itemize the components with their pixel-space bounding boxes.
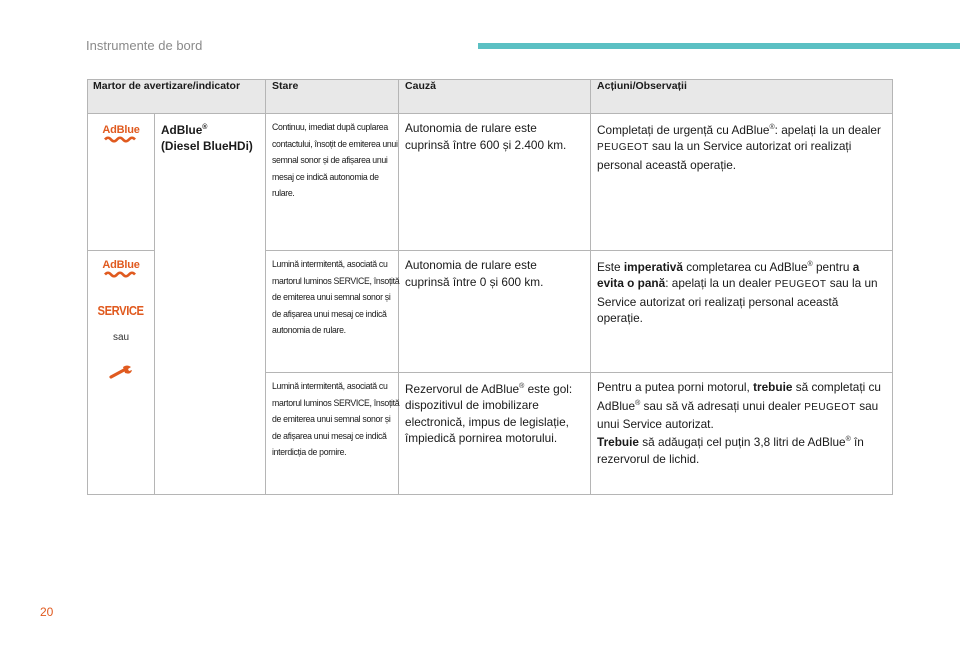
wrench-icon bbox=[88, 365, 154, 382]
section-title: Instrumente de bord bbox=[86, 38, 203, 53]
table-header-row bbox=[88, 80, 893, 114]
indicator-name: AdBlue bbox=[161, 122, 203, 137]
table-row bbox=[88, 114, 893, 251]
action-cell: Completați de urgență cu AdBlue®: apelați la un dealer PEUGEOT sau la un Service autorizat ori realizați personal această operație. bbox=[591, 114, 893, 251]
column-header-cause: Cauză bbox=[399, 80, 591, 114]
cause-cell: Autonomia de rulare este cuprinsă între 600 și 2.400 km. bbox=[399, 114, 591, 251]
adblue-warning-icon: AdBlue bbox=[102, 124, 139, 143]
action-cell: Pentru a putea porni motorul, trebuie să completați cu AdBlue® sau să vă adresați unui dealer PEUGEOT sau unui Service autorizat. Trebuie să adăugați cel puțin 3,8 litri de AdBlue® în rezervorul de lichid. bbox=[591, 373, 893, 495]
indicator-name-cell: AdBlue® (Diesel BlueHDi) bbox=[155, 114, 266, 495]
column-header-actions: Acțiuni/Observații bbox=[591, 80, 893, 114]
or-label: sau bbox=[112, 332, 130, 343]
column-header-state: Stare bbox=[266, 80, 399, 114]
column-header-indicator: Martor de avertizare/indicator bbox=[88, 80, 266, 114]
page-number: 20 bbox=[40, 605, 54, 619]
icon-cell bbox=[88, 251, 155, 495]
cause-cell: Rezervorul de AdBlue® este gol: dispozitivul de imobilizare electronică, impus de legislație, împiedică pornirea motorului. bbox=[399, 373, 591, 495]
cause-cell: Autonomia de rulare este cuprinsă între 0 și 600 km. bbox=[399, 251, 591, 373]
header-accent-bar bbox=[478, 43, 960, 49]
action-cell: Este imperativă completarea cu AdBlue® pentru a evita o pană: apelați la un dealer PEUGEOT sau la un Service autorizat ori realizați personal această operație. bbox=[591, 251, 893, 373]
state-cell: Lumină intermitentă, asociată cu martorul luminos SERVICE, însoțită de emiterea unui semnal sonor și de afișarea unui mesaj ce indică autonomia de rulare. bbox=[266, 251, 399, 373]
adblue-warning-icon: AdBlue bbox=[102, 259, 139, 278]
service-warning-icon: SERVICE bbox=[97, 304, 145, 318]
indicator-subtitle: (Diesel BlueHDi) bbox=[161, 139, 253, 154]
warning-indicator-table bbox=[87, 79, 893, 495]
state-cell: Lumină intermitentă, asociată cu martorul luminos SERVICE, însoțită de emiterea unui semnal sonor și de afișarea unui mesaj ce indică interdicția de pornire. bbox=[266, 373, 399, 495]
icon-cell bbox=[88, 114, 155, 251]
state-cell: Continuu, imediat după cuplarea contactului, însoțit de emiterea unui semnal sonor și de afișarea unui mesaj ce indică autonomia de rulare. bbox=[266, 114, 399, 251]
